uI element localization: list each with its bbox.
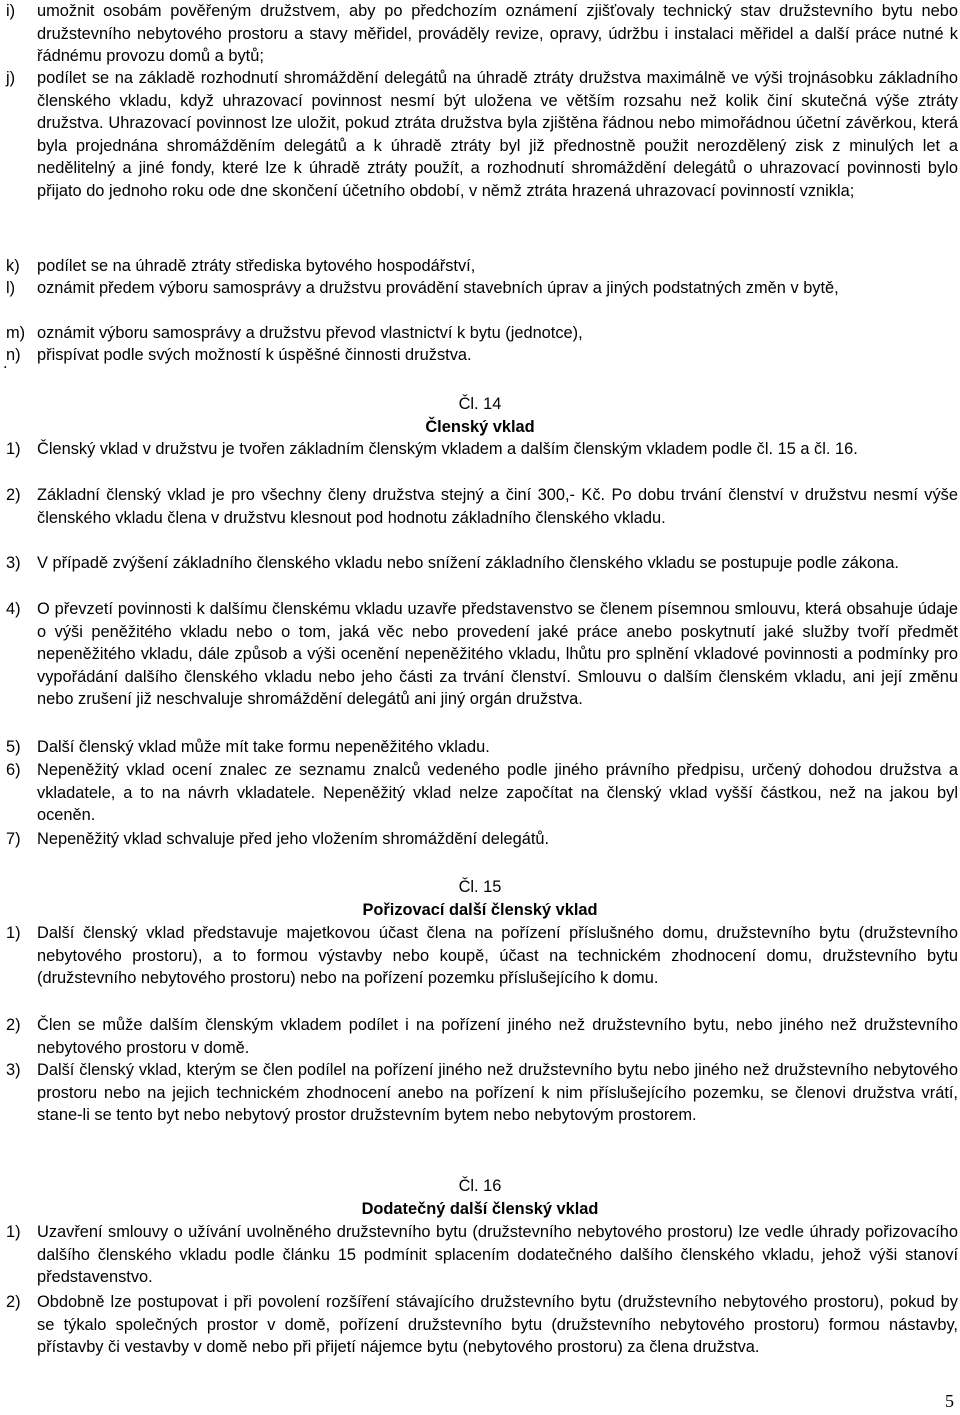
paragraph-text: Nepeněžitý vklad schvaluje před jeho vložením shromáždění delegátů. <box>37 830 550 848</box>
list-item-text: podílet se na úhradě ztráty střediska bytového hospodářství, <box>37 257 476 275</box>
list-item-label: i) <box>6 2 16 20</box>
article-14-paragraph-2 <box>6 484 958 529</box>
article-14-heading <box>0 393 960 438</box>
paragraph-text: V případě zvýšení základního členského vkladu nebo snížení základního členského vkladu se postupuje podle zákona. <box>37 554 899 572</box>
list-item-j <box>6 67 958 202</box>
paragraph-label: 2) <box>6 1293 21 1311</box>
paragraph-text: Další členský vklad může mít take formu nepeněžitého vkladu. <box>37 738 490 756</box>
article-14-paragraph-4 <box>6 598 958 711</box>
article-number: Čl. 14 <box>458 395 502 413</box>
paragraph-label: 6) <box>6 761 21 779</box>
list-item-l <box>6 277 958 300</box>
article-number: Čl. 15 <box>458 878 502 896</box>
article-14-paragraph-6 <box>6 759 958 827</box>
paragraph-text: Základní členský vklad je pro všechny členy družstva stejný a činí 300,- Kč. Po dobu trvání členství v družstvu nesmí výše členského vkladu člena v družstvu klesnout pod hodnotu základního členského vkladu. <box>37 486 958 527</box>
paragraph-label: 4) <box>6 600 21 618</box>
article-14-paragraph-3 <box>6 552 958 575</box>
list-item-m <box>6 322 958 345</box>
article-15-paragraph-3 <box>6 1059 958 1127</box>
article-14-paragraph-1 <box>6 438 958 461</box>
list-item-n <box>6 344 958 367</box>
list-item-text: podílet se na základě rozhodnutí shromáždění delegátů na úhradě ztráty družstva maximálně ve výši trojnásobku základního členského vkladu, když uhrazovací povinnost nesmí být uložena ve větším rozsahu než kolik činí skutečná výše ztráty družstva. Uhrazovací povinnost lze uložit, pokud ztráta družstva byla zjištěna řádnou nebo mimořádnou účetní závěrkou, která byla projednána shromážděním delegátů a k úhradě ztráty byl již přednostně použit nerozdělený zisk z minulých let a nedělitelný a jiné fondy, které lze k úhradě ztráty použít, a rozhodnutí shromáždění delegátů o uhrazovací povinnosti bylo přijato do jednoho roku ode dne skončení účetního období, v němž ztráta hrazená uhrazovací povinností vznikla; <box>37 69 958 200</box>
paragraph-label: 5) <box>6 738 21 756</box>
paragraph-label: 1) <box>6 924 21 942</box>
page-number: 5 <box>945 1391 954 1411</box>
stray-mark: . <box>3 354 8 372</box>
list-item-label: j) <box>6 69 16 87</box>
article-16-paragraph-1 <box>6 1221 958 1289</box>
article-14-paragraph-5 <box>6 736 958 759</box>
list-item-label: n) <box>6 346 21 364</box>
article-15-paragraph-2 <box>6 1014 958 1059</box>
paragraph-text: Členský vklad v družstvu je tvořen základním členským vkladem a dalším členským vkladem podle čl. 15 a čl. 16. <box>37 440 858 458</box>
list-item-label: l) <box>6 279 16 297</box>
paragraph-text: Uzavření smlouvy o užívání uvolněného družstevního bytu (družstevního nebytového prostoru) lze vedle úhrady pořizovacího dalšího členského vkladu podle článku 15 podmínit splacením dodatečného dalšího členského vkladu, jehož výši stanoví představenstvo. <box>37 1223 958 1286</box>
list-item-text: oznámit výboru samosprávy a družstvu převod vlastnictví k bytu (jednotce), <box>37 324 583 342</box>
paragraph-text: Obdobně lze postupovat i při povolení rozšíření stávajícího družstevního bytu (družstevního nebytového prostoru), pokud by se týkalo společných prostor v domě, pořízení družstevního bytu (družstevního nebytového prostoru) formou nástavby, přístavby či vestavby v domě nebo při přijetí nájemce bytu (nebytového prostoru) za člena družstva. <box>37 1293 958 1356</box>
article-15-heading <box>0 876 960 921</box>
article-15-paragraph-1 <box>6 922 958 990</box>
list-item-label: m) <box>6 324 26 342</box>
article-14-paragraph-7 <box>6 828 958 851</box>
paragraph-text: Nepeněžitý vklad ocení znalec ze seznamu znalců vedeného podle jiného právního předpisu, určený dohodou družstva a vkladatele, a to na návrh vkladatele. Nepeněžitý vklad nelze započítat na členský vklad vyšší částkou, než na jakou byl oceněn. <box>37 761 958 824</box>
paragraph-text: Další členský vklad, kterým se člen podílel na pořízení jiného než družstevního bytu nebo jiného než družstevního nebytového prostoru nebo na jejich technickém zhodnocení anebo na pořízení k nim příslušejícího pozemku, se členovi družstva vrátí, stane-li se tento byt nebo nebytový prostor družstevním bytem nebo nebytovým prostorem. <box>37 1061 958 1124</box>
list-item-text: umožnit osobám pověřeným družstvem, aby po předchozím oznámení zjišťovaly technický stav družstevního bytu nebo družstevního nebytového prostoru a stavy měřidel, prováděly revize, opravy, údržbu i instalaci měřidel a další práce nutné k řádnému provozu domů a bytů; <box>37 2 958 65</box>
paragraph-text: Člen se může dalším členským vkladem podílet i na pořízení jiného než družstevního bytu, nebo jiného než družstevního nebytového prostoru v domě. <box>37 1016 958 1057</box>
article-16-paragraph-2 <box>6 1291 958 1359</box>
paragraph-label: 3) <box>6 1061 21 1079</box>
article-16-heading <box>0 1175 960 1220</box>
list-item-text: oznámit předem výboru samosprávy a družstvu provádění stavebních úprav a jiných podstatných změn v bytě, <box>37 279 839 297</box>
paragraph-label: 3) <box>6 554 21 572</box>
paragraph-text: Další členský vklad představuje majetkovou účast člena na pořízení příslušného domu, družstevního bytu (družstevního nebytového prostoru), a to formou výstavby nebo koupě, účast na technickém zhodnocení domu, družstevního bytu (družstevního nebytového prostoru) nebo na pořízení pozemku příslušejícího k domu. <box>37 924 958 987</box>
article-title: Dodatečný další členský vklad <box>361 1199 599 1218</box>
article-number: Čl. 16 <box>458 1177 502 1195</box>
paragraph-label: 1) <box>6 1223 21 1241</box>
article-title: Členský vklad <box>425 417 535 436</box>
article-title: Pořizovací další členský vklad <box>362 900 598 919</box>
paragraph-text: O převzetí povinnosti k dalšímu členskému vkladu uzavře představenstvo se členem písemnou smlouvu, která obsahuje údaje o výši peněžitého vkladu nebo o tom, jaká věc nebo provedení jaké práce anebo poskytnutí jaké služby tvoří předmět nepeněžitého vkladu, dále způsob a výši ocenění nepeněžitého vkladu, lhůtu pro splnění vkladové povinnosti a podmínky pro vypořádání dalšího členského vkladu nebo jeho části za trvání členství. Smlouvu o dalším členském vkladu, ani její změnu nebo zrušení již neschvaluje shromáždění delegátů ani jiný orgán družstva. <box>37 600 958 708</box>
list-item-i <box>6 0 958 68</box>
paragraph-label: 2) <box>6 1016 21 1034</box>
paragraph-label: 1) <box>6 440 21 458</box>
paragraph-label: 2) <box>6 486 21 504</box>
list-item-label: k) <box>6 257 20 275</box>
list-item-k <box>6 255 958 278</box>
paragraph-label: 7) <box>6 830 21 848</box>
list-item-text: přispívat podle svých možností k úspěšné činnosti družstva. <box>37 346 472 364</box>
